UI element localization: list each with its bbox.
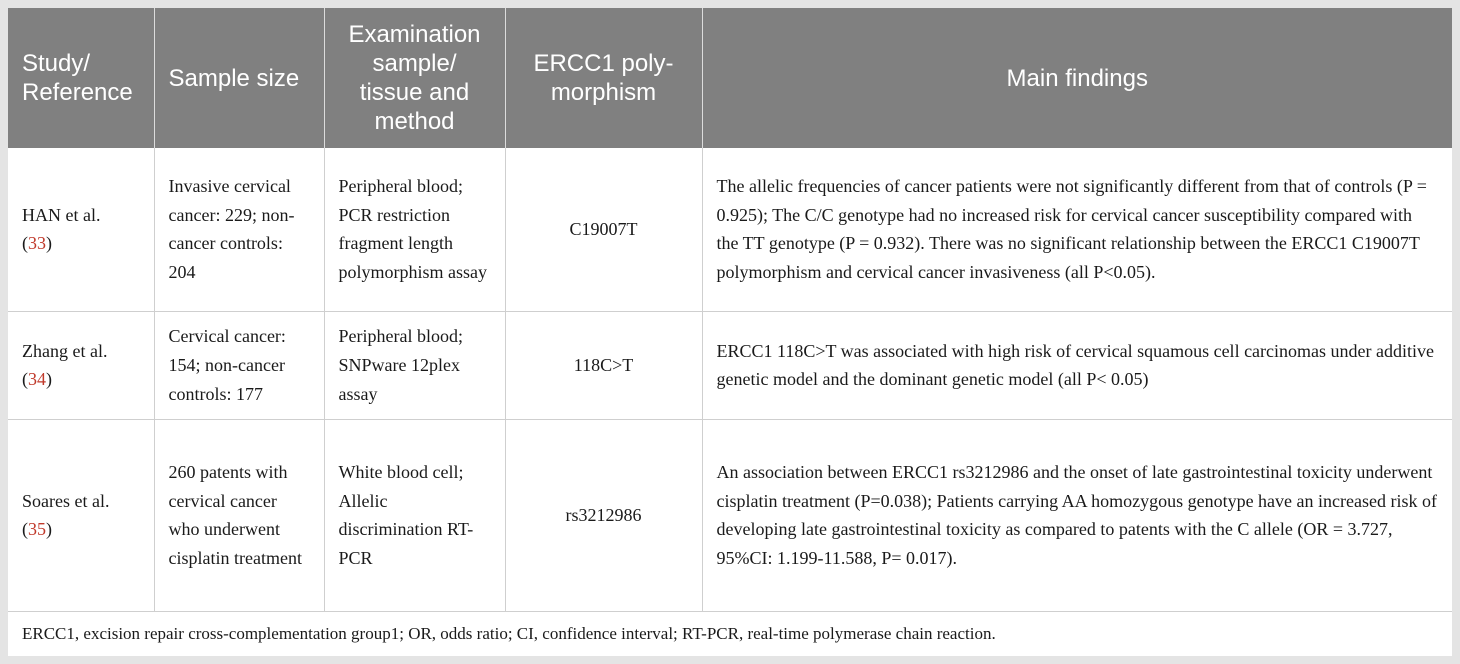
header-polymorphism: ERCC1 poly-morphism	[505, 8, 702, 148]
header-main-findings: Main findings	[702, 8, 1452, 148]
findings-cell: ERCC1 118C>T was associated with high risk of cervical squamous cell carcinomas under additive genetic model and the dominant genetic model (all P< 0.05)	[702, 311, 1452, 419]
method-cell: Peripheral blood; SNPware 12plex assay	[324, 311, 505, 419]
polymorphism-cell: 118C>T	[505, 311, 702, 419]
header-examination-method: Examination sample/ tissue and method	[324, 8, 505, 148]
study-name: HAN et al.	[22, 204, 101, 225]
table-container	[8, 8, 1452, 656]
findings-cell: An association between ERCC1 rs3212986 and the onset of late gastrointestinal toxicity underwent cisplatin treatment (P=0.038); Patients carrying AA homozygous genotype have an increased risk of developing late gastrointestinal toxicity as compared to patents with the C allele (OR = 3.727, 95%CI: 1.199-11.588, P= 0.017).	[702, 419, 1452, 611]
table-footnote: ERCC1, excision repair cross-complementation group1; OR, odds ratio; CI, confidence interval; RT-PCR, real-time polymerase chain reaction.	[22, 623, 996, 643]
table-row	[8, 419, 1452, 611]
table-row	[8, 148, 1452, 311]
study-cell: Soares et al. (35)	[8, 419, 154, 611]
header-sample-size: Sample size	[154, 8, 324, 148]
sample-size-cell: Invasive cervical cancer: 229; non-cancer controls: 204	[154, 148, 324, 311]
header-study: Study/ Reference	[8, 8, 154, 148]
footnote-row	[8, 611, 1452, 656]
study-cell: Zhang et al. (34)	[8, 311, 154, 419]
study-name: Zhang et al.	[22, 340, 108, 361]
reference-link[interactable]: 33	[28, 233, 46, 254]
reference-link[interactable]: 34	[28, 369, 46, 390]
sample-size-cell: 260 patents with cervical cancer who underwent cisplatin treatment	[154, 419, 324, 611]
sample-size-cell: Cervical cancer: 154; non-cancer controls: 177	[154, 311, 324, 419]
study-cell: HAN et al. (33)	[8, 148, 154, 311]
polymorphism-cell: C19007T	[505, 148, 702, 311]
study-name: Soares et al.	[22, 490, 110, 511]
method-cell: White blood cell; Allelic discrimination RT-PCR	[324, 419, 505, 611]
reference-link[interactable]: 35	[28, 519, 46, 540]
header-row	[8, 8, 1452, 148]
table-row	[8, 311, 1452, 419]
findings-cell: The allelic frequencies of cancer patients were not significantly different from that of controls (P = 0.925); The C/C genotype had no increased risk for cervical cancer susceptibility compared with the TT genotype (P = 0.932). There was no significant relationship between the ERCC1 C19007T polymorphism and cervical cancer invasiveness (all P<0.05).	[702, 148, 1452, 311]
method-cell: Peripheral blood; PCR restriction fragment length polymorphism assay	[324, 148, 505, 311]
findings-table	[8, 8, 1452, 656]
polymorphism-cell: rs3212986	[505, 419, 702, 611]
